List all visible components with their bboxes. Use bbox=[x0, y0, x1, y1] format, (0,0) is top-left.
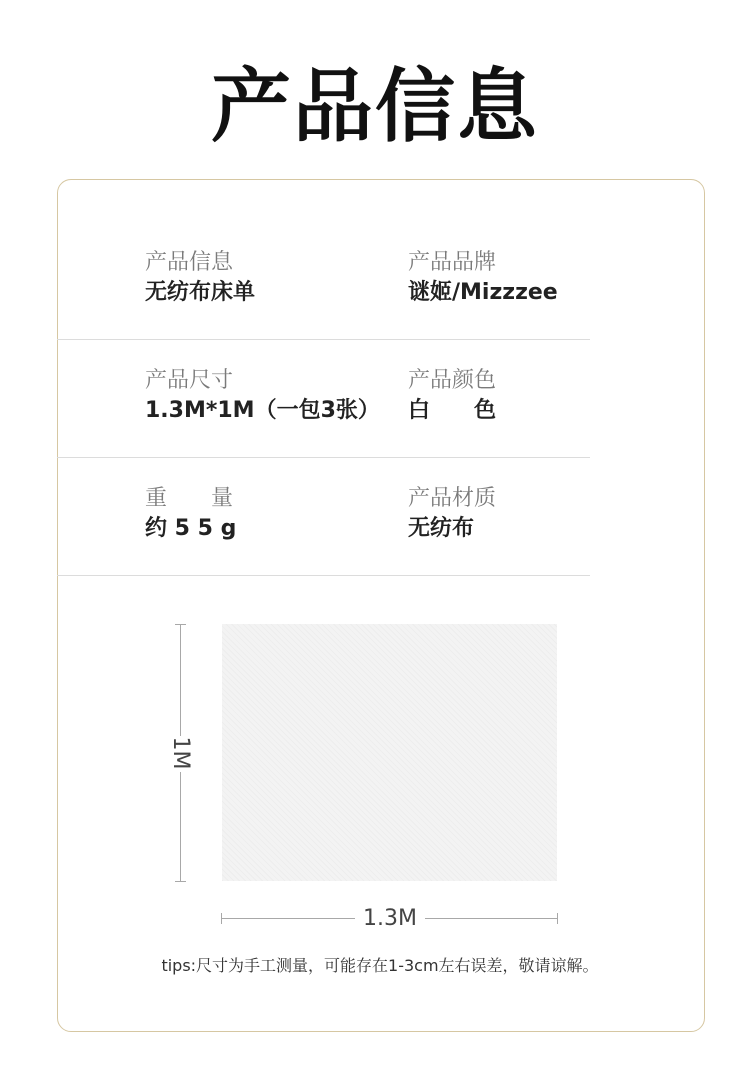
info-row-2 bbox=[57, 339, 590, 458]
height-dimension-cap-bottom bbox=[175, 881, 186, 882]
sheet-illustration bbox=[222, 624, 557, 881]
info-value: 无纺布 bbox=[408, 516, 475, 541]
width-dimension-label: 1.3M bbox=[363, 906, 417, 931]
info-label: 产品信息 bbox=[145, 250, 234, 275]
info-label: 产品品牌 bbox=[408, 250, 497, 275]
info-value: 1.3M*1M（一包3张） bbox=[145, 398, 380, 423]
info-value: 约 5 5 g bbox=[145, 516, 237, 541]
width-dimension-line-right bbox=[425, 918, 558, 919]
info-value: 无纺布床单 bbox=[145, 280, 256, 305]
info-row-1 bbox=[57, 221, 590, 340]
width-dimension-line-left bbox=[221, 918, 355, 919]
height-dimension-line-bottom bbox=[180, 772, 181, 881]
info-row-3 bbox=[57, 457, 590, 576]
height-dimension-line-top bbox=[180, 624, 181, 736]
info-label: 产品颜色 bbox=[408, 368, 497, 393]
info-label: 产品材质 bbox=[408, 486, 497, 511]
info-value: 白 色 bbox=[408, 398, 497, 423]
info-label: 产品尺寸 bbox=[145, 368, 234, 393]
width-dimension-cap-right bbox=[557, 913, 558, 924]
page-title: 产品信息 bbox=[211, 60, 539, 153]
info-label: 重 量 bbox=[145, 486, 234, 511]
height-dimension-label: 1M bbox=[168, 736, 193, 770]
info-value: 谜姬/Mizzzee bbox=[408, 280, 558, 305]
tips-note: tips:尺寸为手工测量，可能存在1-3cm左右误差，敬请谅解。 bbox=[161, 956, 599, 975]
